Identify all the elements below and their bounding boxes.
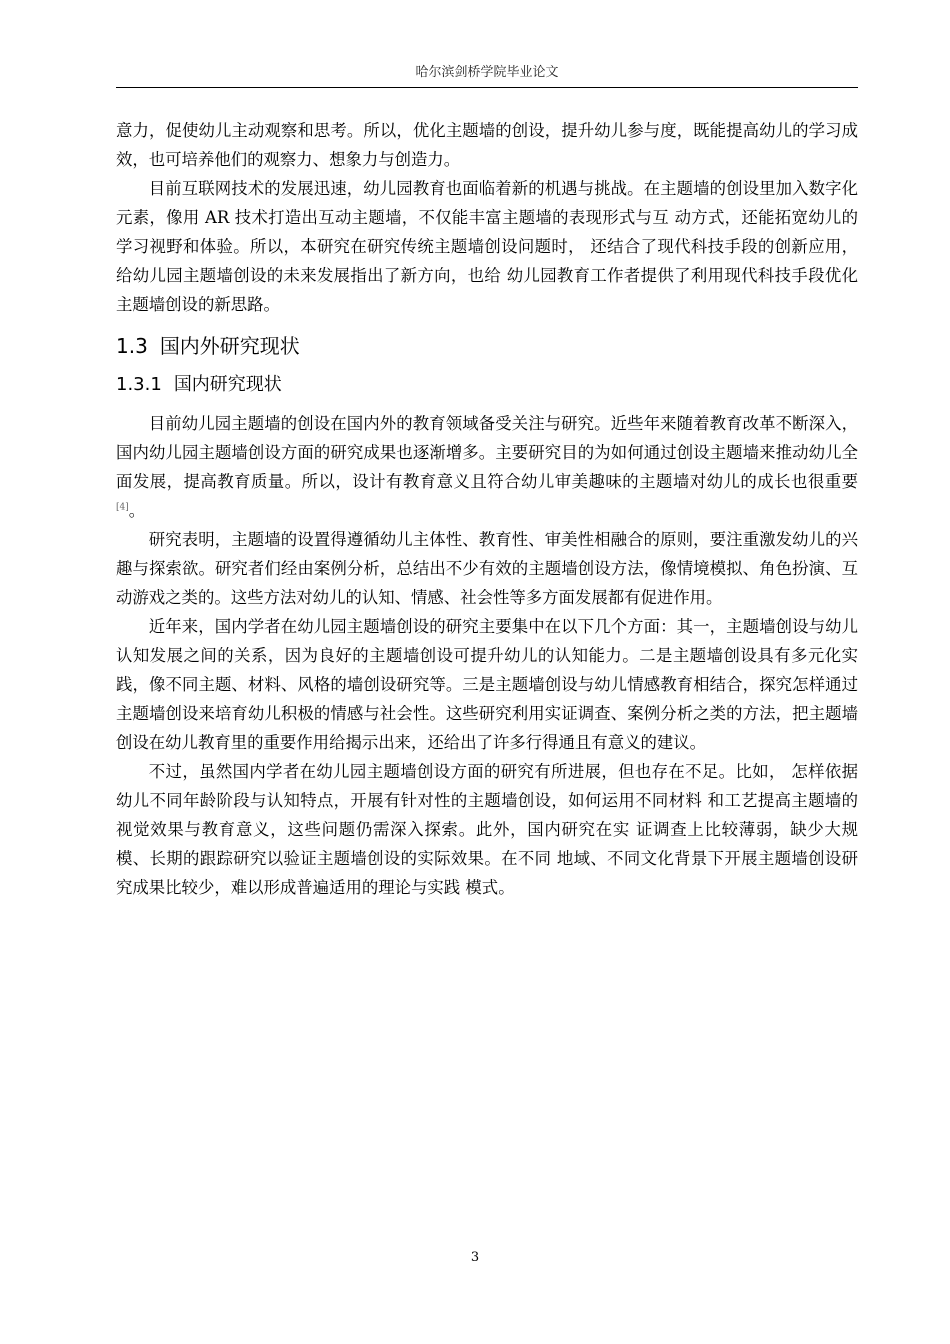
citation-marker: [4]	[116, 502, 129, 513]
page-number: 3	[470, 1250, 480, 1265]
paragraph-research-focus: 近年来，国内学者在幼儿园主题墙创设的研究主要集中在以下几个方面：其一，主题墙创设与幼儿认知发展之间的关系，因为良好的主题墙创设可提升幼儿的认知能力。二是主题墙创设具有多元化实践，像不同主题、材料、风格的墙创设研究等。三是主题墙创设与幼儿情感教育相结合，探究怎样通过主题墙创设来培育幼儿积极的情感与社会性。这些研究利用实证调查、案例分析之类的方法，把主题墙创设在幼儿教育里的重要作用给揭示出来，还给出了许多行得通且有意义的建议。	[116, 617, 858, 752]
section-heading-1-3	[116, 331, 858, 361]
page-header: 哈尔滨剑桥学院毕业论文	[415, 65, 559, 80]
header-divider	[116, 87, 858, 88]
paragraph-continued: 意力，促使幼儿主动观察和思考。所以，优化主题墙的创设，提升幼儿参与度，既能提高幼儿的学习成效，也可培养他们的观察力、想象力与创造力。	[116, 121, 858, 169]
subsection-title: 国内研究现状	[173, 374, 282, 395]
paragraph-end: 。	[128, 501, 146, 520]
section-title: 国内外研究现状	[159, 334, 300, 358]
subsection-number: 1.3.1	[116, 374, 162, 395]
subsection-heading-1-3-1	[116, 371, 858, 399]
document-body	[116, 116, 858, 902]
paragraph-digital-elements: 目前互联网技术的发展迅速，幼儿园教育也面临着新的机遇与挑战。在主题墙的创设里加入数字化元素，像用 AR 技术打造出互动主题墙，不仅能丰富主题墙的表现形式与互 动方式，还能拓宽幼儿的学习视野和体验。所以，本研究在研究传统主题墙创设问题时， 还结合了现代科技手段的创新应用，给幼儿园主题墙创设的未来发展指出了新方向，也给 幼儿园教育工作者提供了利用现代科技手段优化主题墙创设的新思路。	[116, 179, 858, 314]
paragraph-research-findings: 研究表明，主题墙的设置得遵循幼儿主体性、教育性、审美性相融合的原则，要注重激发幼儿的兴趣与探索欲。研究者们经由案例分析，总结出不少有效的主题墙创设方法，像情境模拟、角色扮演、互动游戏之类的。这些方法对幼儿的认知、情感、社会性等多方面发展都有促进作用。	[116, 530, 858, 607]
section-number: 1.3	[116, 334, 148, 358]
paragraph-text: 目前幼儿园主题墙的创设在国内外的教育领域备受关注与研究。近些年来随着教育改革不断深入，国内幼儿园主题墙创设方面的研究成果也逐渐增多。主要研究目的为如何通过创设主题墙来推动幼儿全面发展，提高教育质量。所以，设计有教育意义且符合幼儿审美趣味的主题墙对幼儿的成长也很重要	[116, 414, 858, 491]
paragraph-research-gaps: 不过，虽然国内学者在幼儿园主题墙创设方面的研究有所进展，但也存在不足。比如， 怎样依据幼儿不同年龄阶段与认知特点，开展有针对性的主题墙创设，如何运用不同材料 和工艺提高主题墙的视觉效果与教育意义，这些问题仍需深入探索。此外，国内研究在实 证调查上比较薄弱，缺少大规模、长期的跟踪研究以验证主题墙创设的实际效果。在不同 地域、不同文化背景下开展主题墙创设研究成果比较少，难以形成普遍适用的理论与实践 模式。	[116, 762, 858, 897]
paragraph-domestic-overview	[116, 409, 858, 525]
